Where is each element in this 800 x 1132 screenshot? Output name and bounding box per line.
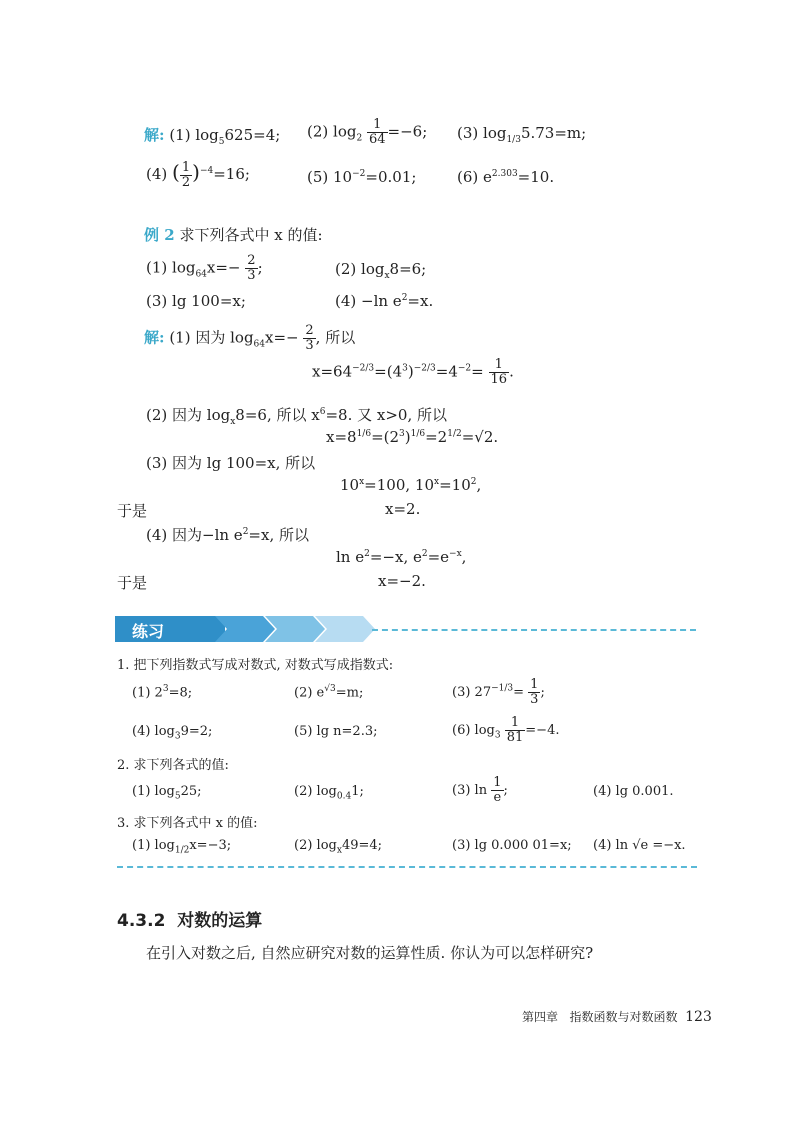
- solution-label: 解:: [144, 126, 165, 144]
- practice-q1: 1. 把下列指数式写成对数式, 对数式写成指数式:: [117, 658, 394, 673]
- solution2-p4: (4) 因为−ln $e^2=x$, 所以: [146, 526, 309, 544]
- solution2-eq4: $\ln e^2=-x$, $e^2=e^{-x}$,: [336, 548, 467, 566]
- example2-heading: [144, 224, 323, 245]
- page-number: 123: [685, 1009, 712, 1025]
- example2-item1: (1) $\log_{64}x=-$ $\frac{2}{3}$ ;: [146, 253, 263, 283]
- practice-q1-item2: (2) $e^{√3}=m$;: [294, 684, 364, 701]
- math-text: (5) 10: [307, 168, 353, 186]
- solution1-row1: [144, 124, 280, 147]
- math-text: 5.73=m;: [520, 124, 587, 142]
- practice-q2-item3: (3) ln $\frac{1}{e}$ ;: [452, 775, 508, 805]
- solution2-p3: (3) 因为 lg 100=x, 所以: [146, 454, 316, 472]
- fraction: $\frac{1}{e}$: [493, 775, 502, 805]
- example-text: 求下列各式中 x 的值:: [179, 226, 323, 244]
- practice-q3-item4: (4) ln √e =−x.: [593, 838, 686, 853]
- solution2-eq4-result: x=−2.: [378, 572, 426, 590]
- yushi-1: 于是: [117, 502, 148, 520]
- practice-q3-item1: (1) $\log_{1/2}x=-3$;: [132, 838, 232, 856]
- solution2-p1: 解: (1) 因为 $\log_{64}x=-$ $\frac{2}{3}$ , 所以: [144, 323, 356, 353]
- footer-chapter: 第四章: [522, 1010, 559, 1024]
- math-text: (2) log: [307, 122, 357, 141]
- math-sub: 2: [356, 133, 363, 144]
- fraction: $\frac{1}{81}$: [506, 715, 524, 745]
- math-text: =10.: [517, 168, 555, 186]
- practice-q1-item5: (5) lg n=2.3;: [294, 724, 378, 739]
- example-label: 例 2: [144, 226, 175, 244]
- practice-q3-item2: (2) $\log_x49=4$;: [294, 838, 383, 856]
- fraction: $\frac{2}{3}$: [305, 323, 314, 353]
- practice-q2-item2: (2) $\log_{0.4}1$;: [294, 784, 364, 802]
- section-heading: [117, 906, 262, 931]
- practice-q3: 3. 求下列各式中 x 的值:: [117, 816, 258, 831]
- solution1-item6: [457, 168, 554, 186]
- practice-q3-item3: (3) lg 0.000 01=x;: [452, 838, 572, 853]
- fraction: $\frac{1}{3}$: [530, 677, 539, 707]
- banner-dash-divider: [372, 629, 696, 631]
- solution2-eq1: $x=64^{-2/3}=(4^3)^{-2/3}=4^{-2}=$ $\frac{1}{16}$ .: [312, 357, 514, 387]
- math-text: (4): [146, 165, 168, 183]
- math-text: (6) e: [457, 168, 492, 186]
- section-intro: 在引入对数之后, 自然应研究对数的运算性质. 你认为可以怎样研究?: [146, 944, 594, 962]
- practice-q1-item4: (4) $\log_39=2$;: [132, 724, 213, 742]
- math-sup: 2.303: [491, 169, 518, 179]
- solution1-item2: [307, 118, 427, 147]
- math-text: =−6;: [387, 122, 428, 141]
- solution1-item4: (4) ( $\frac{1}{2}$ )$^{-4}$=16;: [146, 159, 250, 190]
- practice-q1-item3: (3) $27^{-1/3}=$ $\frac{1}{3}$ ;: [452, 677, 545, 707]
- math-text: =16;: [213, 165, 250, 183]
- math-sub: 1/3: [506, 135, 521, 145]
- math-text: =0.01;: [365, 168, 417, 186]
- practice-q2-item1: (1) $\log_525$;: [132, 784, 202, 802]
- practice-bottom-divider: [117, 866, 697, 868]
- example2-item2: (2) $\log_x8=6$;: [335, 260, 427, 281]
- math-sup: −2: [352, 169, 366, 179]
- fraction: $\frac{2}{3}$: [247, 253, 256, 283]
- solution2-eq2: $x=8^{1/6}=(2^3)^{1/6}=2^{1/2}=√2$.: [326, 428, 499, 446]
- page-footer: [522, 1008, 712, 1025]
- solution-label: 解:: [144, 328, 165, 347]
- math-text: (3) log: [457, 124, 507, 142]
- fraction: $\frac{1}{2}$: [181, 159, 191, 190]
- fraction: $\frac{1}{16}$: [490, 357, 508, 387]
- math-text: 625=4;: [224, 126, 281, 144]
- practice-q1-item1: (1) $2^3=8$;: [132, 684, 193, 701]
- math-sup: −4: [199, 166, 214, 176]
- solution1-item3: [457, 124, 586, 145]
- section-number: 4.3.2: [117, 911, 166, 931]
- solution1-item5: [307, 168, 416, 186]
- practice-q1-item6: (6) $\log_3$ $\frac{1}{81}$ =−4.: [452, 715, 560, 745]
- solution2-p2: (2) 因为 $\log_x8=6$, 所以 $x^6=8$. 又 x>0, 所以: [146, 406, 447, 427]
- practice-q2: 2. 求下列各式的值:: [117, 758, 229, 773]
- practice-q2-item4: (4) lg 0.001.: [593, 784, 674, 799]
- fraction: $\frac{1}{64}$: [368, 117, 386, 147]
- practice-title: 练习: [132, 622, 165, 641]
- solution2-eq3: $10^x=100$, $10^x=10^2$,: [340, 476, 482, 494]
- example2-item4: (4) −ln $e^2=x$.: [335, 292, 434, 310]
- footer-title: 指数函数与对数函数: [569, 1010, 678, 1024]
- math-sub: 5: [218, 137, 225, 147]
- math-text: (1) log: [169, 126, 219, 144]
- solution2-eq3-result: x=2.: [385, 500, 421, 518]
- yushi-2: 于是: [117, 574, 148, 592]
- section-title: 对数的运算: [177, 911, 263, 931]
- example2-item3: (3) lg 100=x;: [146, 292, 246, 310]
